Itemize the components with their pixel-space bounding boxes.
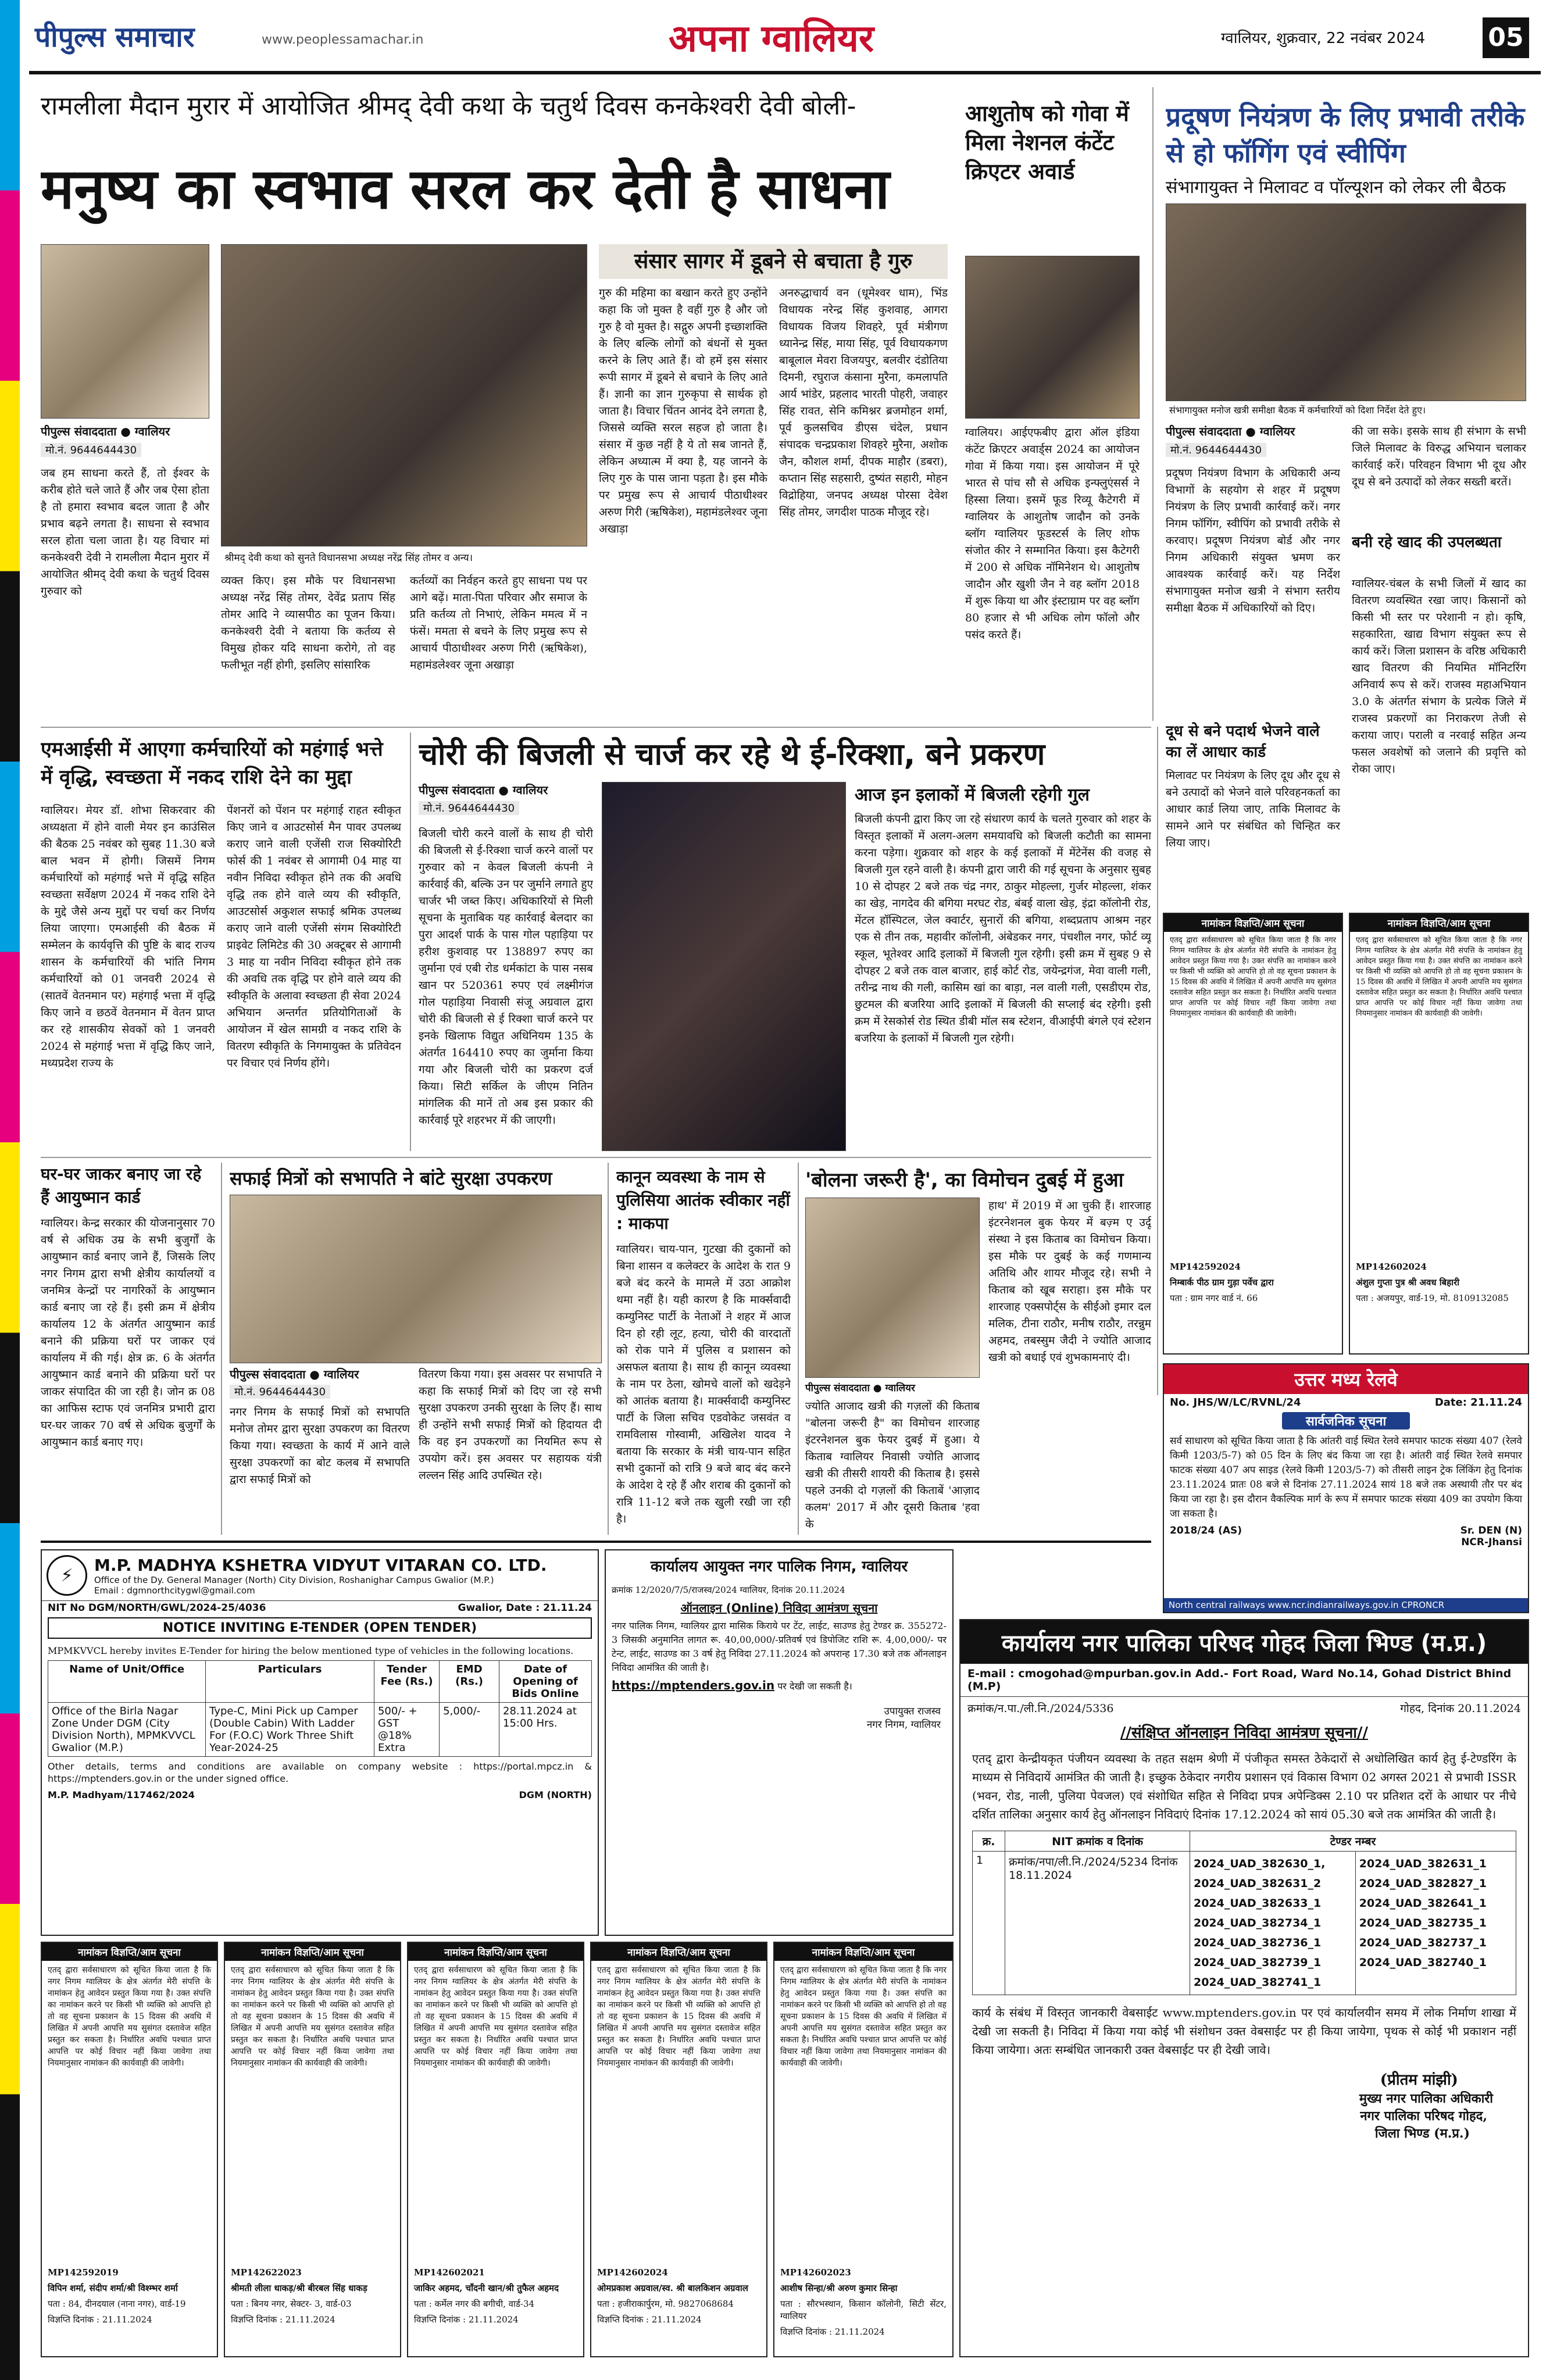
ayushman-headline: घर-घर जाकर बनाए जा रहे हैं आयुष्मान कार्ड [41, 1164, 202, 1207]
gohad-tender-11: 2024_UAD_382740_1 [1359, 1956, 1487, 1969]
mpmkvvcl-nit-date: Gwalior, Date : 21.11.24 [458, 1602, 592, 1614]
lead-col-1: जब हम साधना करते हैं, तो ईश्वर के करीब होते चले जाते हैं और जब ऐसा होता है तो हमारा स्वभाव बदल जाता है और प्रभाव बढ़ने लगता है। साधना से स्वभाव सरल होता चला जाता है। यह विचार मां कनकेश्वरी देवी ने रामलीला मैदान मुरार में आयोजित श्रीमद् देवी कथा के चतुर्थ दिवस गुरुवार को [41, 467, 209, 598]
mpmkvvcl-nit-no: NIT No DGM/NORTH/GWL/2024-25/4036 [48, 1602, 266, 1614]
gohad-notice [959, 1619, 1529, 2357]
divider-ayushman [221, 1163, 222, 1535]
lead-col-5: अनरुद्धाचार्य वन (धूमेश्वर धाम), भिंड विधायक नरेन्द्र सिंह कुशवाह, आगरा विधायक विजय शिवहरे, पूर्व मंत्रीगण ध्यानेन्द्र सिंह, माया सिंह, पूर्व विधायकगण बाबूलाल मेवरा विजयपुर, बलवीर दंडोतिया दिमनी, रघुराज कंसाना मुरैना, कमलापति आर्य भांडेर, प्रहलाद भारती पोहरी, जवाहर सिंह रावत, सेनि कमिश्नर ब्रजमोहन शर्मा, पूर्व कुलसचिव डीएस चंदेल, प्रधान संपादक चन्द्रप्रकाश शिवहरे मुरैना, अशोक जैन, कौशल शर्मा, दीपक माहौर (डबरा), कप्तान सिंह सहसारी, दुष्यंत सहारी, मोहन विद्रोहिया, जनपद अध्यक्ष पोरसा देवेश सिंह तोमर, जगदीश पाठक मौजूद रहे। [779, 287, 948, 519]
classified-5-reg: MP142602023 [780, 2267, 851, 2278]
gohad-th-1: NIT क्रमांक व दिनांक [1005, 1831, 1190, 1852]
classified-4-addr: पता : हजीराकार्पुरम, मो. 9827068684 [597, 2299, 734, 2309]
gohad-th-0: क्र. [973, 1831, 1005, 1852]
pollution-photo-caption: संभागायुक्त मनोज खत्री समीक्षा बैठक में कर्मचारियों को दिशा निर्देश देते हुए। [1166, 402, 1526, 417]
classified-3-addr: पता : कर्मेल नगर की बगीची, वार्ड-34 [414, 2299, 535, 2309]
award-body: ग्वालियर। आईएफबीए द्वारा ऑल इंडिया कंटेंट क्रिएटर अवार्ड्स 2024 का आयोजन गोवा में किया गया। इस आयोजन में पूरे भारत से पांच सौ से अधिक इन्फ्लुएंसर्स ने हिस्सा लिया। इसमें फूड रिव्यू कैटेगरी में ग्वालियर के आशुतोष जादौन को उनके ब्लॉग ग्वालियर फूडस्टर्स के लिए शोफ संजोत कीर ने सम्मानित किया। इस कैटेगरी में 200 से अधिक नॉमिनेशन थे। आशुतोष जादौन और खुशी जैन ने वह ब्लॉग 2018 में शुरू किया था और इंस्टाग्राम पर वह ब्लॉग 80 हजार से भी अधिक लोग फॉलो और पसंद करते हैं। [965, 426, 1140, 641]
smic-headline: एमआईसी में आएगा कर्मचारियों को महंगाई भत्ते में वृद्धि, स्वच्छता में नकद राशि देने का मुद्दा [41, 738, 383, 789]
mpmkvvcl-td-4: 28.11.2024 at 15:00 Hrs. [499, 1703, 592, 1757]
gohad-tender-5: 2024_UAD_382641_1 [1359, 1897, 1487, 1910]
mpmkvvcl-table [48, 1660, 592, 1757]
lead-mobile: मो.नं. 9644644430 [41, 443, 141, 457]
nagar-nigam-title: कार्यालय आयुक्त नगर पालिक निगम, ग्वालियर [650, 1558, 908, 1575]
railway-no: No. JHS/W/LC/RVNL/24 [1170, 1396, 1301, 1409]
mpmkvvcl-td-0: Office of the Birla Nagar Zone Under DGM (City Division North), MPMKVVCL Gwalior (M.P.) [48, 1703, 206, 1757]
mpmkvvcl-td-3: 5,000/- [440, 1703, 499, 1757]
classified-5-footer: आशीष सिन्हा/श्री अरुण कुमार सिन्हा [780, 2283, 898, 2293]
classified-right-2-addr: पता : अजयपुर, वार्ड-19, मो. 8109132085 [1356, 1293, 1509, 1303]
divider-safety [608, 1163, 609, 1535]
mpmkvvcl-email: Email : dgmnorthcitygwl@gmail.com [94, 1585, 255, 1596]
mpmkvvcl-tender [41, 1549, 599, 1936]
gohad-body: एतद् द्वारा केन्द्रीयकृत पंजीयन व्यवस्था के तहत सक्षम श्रेणी में पंजीकृत समस्त ठेकेदारों से अधोलिखित कार्य हेतु ई-टेण्डरिंग के माध्यम से निविदायें आमंत्रित की जाती है। इच्छुक ठेकेदार नगरीय प्रशासन एवं विकास विभाग 02 अगस्त 2021 से प्रभावी ISSR (भवन, रोड, नाली, पुलिया पेवजल) एवं संशोधित सहित से निविदा प्रपत्र अपेन्डिक्स 2.10 पर प्रतिशत दरों के आधार पर नीचे दर्शित तालिका अनुसार कार्य हेतु ऑनलाइन निविदाएं दिनांक 17.12.2024 को सायं 05.30 बजे तक आमंत्रित की जाती है। [972, 1752, 1516, 1821]
railway-notice [1163, 1363, 1529, 1613]
mpmkvvcl-td-1: Type-C, Mini Pick up Camper (Double Cabin) With Ladder For (F.O.C) Work Three Shift Year-2024-25 [206, 1703, 374, 1757]
lead-photo-audience [221, 244, 587, 546]
classified-3-date: विज्ञप्ति दिनांक : 21.11.2024 [414, 2314, 519, 2325]
classified-right-2-title: नामांकन विज्ञप्ति/आम सूचना [1350, 914, 1528, 932]
gohad-footer: कार्य के संबंध में विस्तृत जानकारी वेबसाईट www.mptenders.gov.in पर एवं कार्यालयीन समय में लोक निर्माण शाखा में देखी जा सकती है। निविदा में किया गया कोई भी संशोधन उक्त वेबसाईट पर ही किया जायेगा, पृथक से कोई भी प्रकाशन नहीं किया जायेगा। अतः सम्बंधित जानकारी उक्त वेबसाईट पर ही देखी जावे। [972, 2006, 1516, 2057]
classified-2 [224, 1942, 401, 2357]
classified-right-2-body: एतद् द्वारा सर्वसाधारण को सूचित किया जाता है कि नगर निगम ग्वालियर के क्षेत्र अंतर्गत मेरी संपत्ति के नामांकन हेतु आवेदन प्रस्तुत किया गया है। उक्त संपत्ति का नामांकन करने पर किसी भी व्यक्ति को आपत्ति हो तो वह सूचना प्रकाशन के 15 दिवस की अवधि में लिखित में अपनी आपत्ति मय सुसंगत दस्तावेज सहित प्रस्तुत कर सकता है। निर्धारित अवधि पश्चात प्राप्त आपत्ति पर कोई विचार नहीं किया जावेगा तथा नियमानुसार नामांकन की कार्यवाही की जावेगी। [1356, 936, 1522, 1018]
mpmkvvcl-th-1: Particulars [206, 1661, 374, 1703]
safety-col-2: वितरण किया गया। इस अवसर पर सभापति ने कहा कि सफाई मित्रों को दिए जा रहे सभी सुरक्षा उपकरण उनकी सुरक्षा के लिए हैं। साथ ही उन्होंने सभी सफाई मित्रों को हिदायत दी कि वह इन उपकरणों का नियमित रूप से उपयोग करें। इस अवसर पर सहायक यंत्री लल्लन सिंह आदि उपस्थित रहे। [419, 1368, 602, 1482]
divider-law [798, 1163, 799, 1535]
classified-1-reg: MP142592019 [48, 2267, 119, 2278]
nagar-nigam-site-text: पर देखी जा सकती है। [777, 1681, 852, 1692]
lead-photo-devi [41, 244, 209, 419]
website-url[interactable]: www.peoplessamachar.in [262, 33, 424, 47]
gohad-tender-8: 2024_UAD_382736_1 [1193, 1936, 1322, 1949]
classified-5-date: विज्ञप्ति दिनांक : 21.11.2024 [780, 2327, 885, 2337]
railway-date: Date: 21.11.24 [1434, 1396, 1522, 1409]
gohad-table [972, 1831, 1516, 1995]
gohad-td-sno: 1 [973, 1852, 1005, 1995]
railway-tag: 2018/24 (AS) [1170, 1525, 1242, 1536]
gohad-tender-12: 2024_UAD_382741_1 [1193, 1976, 1322, 1989]
divider-smic [410, 732, 411, 1151]
gohad-tender-10: 2024_UAD_382739_1 [1193, 1956, 1322, 1969]
lead-kicker: रामलीला मैदान मुरार में आयोजित श्रीमद् देवी कथा के चतुर्थ दिवस कनकेश्वरी देवी बोली- [41, 91, 856, 121]
classified-right-1-addr: पता : ग्राम नगर वार्ड नं. 66 [1170, 1293, 1258, 1303]
theft-col-1: बिजली चोरी करने वालों के साथ ही चोरी की बिजली से ई-रिक्शा चार्ज करने वालों पर गुरुवार को न केवल बिजली कंपनी ने कार्रवाई की, बल्कि उन पर जुर्माने लगाते हुए चार्जर भी जब्त किए। अधिकारियों से मिली सूचना के मुताबिक यह कार्रवाई बेलदार का पुरा आदर्श पार्क के पास गोल पहाड़िया पर हरीश कुशवाह पर 138897 रुपए का जुर्माना एवं एबी रोड धर्मकांटा के पास नसब खान पर 520361 रुपए एवं लक्ष्मीगंज गोल पहाड़िया निवासी संजू अग्रवाल द्वारा चोरी की बिजली से ई रिक्शा चार्ज करने पर इनके खिलाफ विद्युत अधिनियम 135 के अंतर्गत 164410 रुपए का जुर्माना किया गया और बिजली चोरी का प्रकरण दर्ज किया। सिटी सर्किल के जीएम नितिन मांगलिक की मानें तो अब इस प्रकार की कार्रवाई पूरे शहरभर में की जाएगी। [419, 827, 593, 1127]
classified-2-footer: श्रीमती लीला धाकड़/श्री बीरबल सिंह धाकड़ [231, 2283, 367, 2293]
classified-4-footer: ओमप्रकाश अग्रवाल/स्व. श्री बालकिशन अग्रवाल [597, 2283, 748, 2293]
classified-1-addr: पता : 84, दीनदयाल (नाना नगर), वार्ड-19 [48, 2299, 186, 2309]
railway-notice-label: सार्वजनिक सूचना [1282, 1412, 1410, 1430]
mpmkvvcl-title: NOTICE INVITING E-TENDER (OPEN TENDER) [48, 1617, 592, 1639]
mpmkvvcl-office: Office of the Dy. General Manager (North) City Division, Roshanighar Campus Gwalior (M.P.) [94, 1574, 494, 1585]
classified-3-body: एतद् द्वारा सर्वसाधारण को सूचित किया जाता है कि नगर निगम ग्वालियर के क्षेत्र अंतर्गत मेरी संपत्ति के नामांकन हेतु आवेदन प्रस्तुत किया गया है। उक्त संपत्ति का नामांकन करने पर किसी भी व्यक्ति को आपत्ति हो तो वह सूचना प्रकाशन के 15 दिवस की अवधि में लिखित में अपनी आपत्ति मय सुसंगत दस्तावेज सहित प्रस्तुत कर सकता है। निर्धारित अवधि पश्चात प्राप्त आपत्ति पर कोई विचार नहीं किया जावेगा तथा नियमानुसार नामांकन की कार्यवाही की जावेगी। [414, 1966, 577, 2068]
classified-right-2-reg: MP142602024 [1356, 1262, 1427, 1272]
lead-col-2: व्यक्त किए। इस मौके पर विधानसभा अध्यक्ष नरेंद्र सिंह तोमर, देवेंद्र प्रताप सिंह तोमर आदि ने व्यासपीठ का पूजन किया। कनकेश्वरी देवी ने बताया कि कर्तव्य से विमुख होकर यदि साधना करोगे, तो वह फलीभूत नहीं होगी, इसलिए सांसारिक [221, 574, 395, 671]
railway-sign: Sr. DEN (N) [1460, 1525, 1522, 1536]
pollution-byline: पीपुल्स संवाददाता ● ग्वालियर [1166, 424, 1295, 438]
lead-col-4: गुरु की महिमा का बखान करते हुए उन्होंने कहा कि जो मुक्त है वहीं गुरु है और जो गुरु है वो मुक्त है। सद्गुरु अपनी इच्छाशक्ति के लिए बल्कि लोगों को बंधनों से मुक्त करने के लिए आते हैं। वो हमें इस संसार रूपी सागर में डूबने से बचाने के लिए आते हैं। ज्ञानी का ज्ञान गुरुकृपा से सार्थक हो जाता है। विचार चिंतन आनंद देने लगता है, जिससे व्यक्ति सरल सहज हो जाता है। संसार में कुछ नहीं है ये तो सब जानते हैं, लेकिन अध्यात्म में क्या है, यह जानने के लिए गुरु के पास जाना पड़ता है। इस मौके पर प्रमुख रूप से आचार्य पीठाधीश्वर अरुण गिरी (ऋषिकेश), महामंडलेश्वर जूना अखाड़ा [599, 287, 767, 535]
classified-1 [41, 1942, 218, 2357]
dateline: ग्वालियर, शुक्रवार, 22 नवंबर 2024 [1221, 30, 1426, 47]
mpmkvvcl-th-0: Name of Unit/Office [48, 1661, 206, 1703]
railway-body: सर्व साधारण को सूचित किया जाता है कि आंतरी वाई स्थित रेलवे समपार फाटक संख्या 407 (रेलवे किमी 1203/5-7) को 05 दिन के लिए बंद किया जा रहा है। आंतरी वाई स्थित रेलवे समपार फाटक संख्या 407 अप साइड (रेलवे किमी 1203/5-7) को तीसरी लाइन ट्रेक लिंकिंग हेतु दिनांक 23.11.2024 प्रातः 08 बजे से दिनांक 27.11.2024 सायं 18 बजे तक अस्थायी तौर पर बंद किया जा रहा है। इस दौरान वैकल्पिक मार्ग के रूप में समपार फाटक संख्या 409 का उपयोग किया जा सकता है। [1170, 1435, 1522, 1520]
pollution-sub-2-body: ग्वालियर-चंबल के सभी जिलों में खाद का वितरण व्यवस्थित रखा जाए। किसानों को किसी भी स्तर पर परेशानी न हो। कृषि, सहकारिता, खाद्य विभाग संयुक्त रूप से कार्य करें। जिला प्रशासन के वरिष्ठ अधिकारी खाद वितरण की नियमित मॉनिटरिंग अनिवार्य रूप से करें। राजस्व महाअभियान 3.0 के अंतर्गत संभाग के प्रत्येक जिले में राजस्व प्रकरणों का निराकरण तेजी से कराया जाए। पराली व नरवाई सहित अन्य फसल अवशेषों को जलाने की प्रवृत्ति को रोका जाए। [1352, 577, 1526, 776]
classified-2-title: नामांकन विज्ञप्ति/आम सूचना [225, 1943, 400, 1961]
classified-5-body: एतद् द्वारा सर्वसाधारण को सूचित किया जाता है कि नगर निगम ग्वालियर के क्षेत्र अंतर्गत मेरी संपत्ति के नामांकन हेतु आवेदन प्रस्तुत किया गया है। उक्त संपत्ति का नामांकन करने पर किसी भी व्यक्ति को आपत्ति हो तो वह सूचना प्रकाशन के 15 दिवस की अवधि में लिखित में अपनी आपत्ति मय सुसंगत दस्तावेज सहित प्रस्तुत कर सकता है। निर्धारित अवधि पश्चात प्राप्त आपत्ति पर कोई विचार नहीं किया जावेगा तथा नियमानुसार नामांकन की कार्यवाही की जावेगी। [780, 1966, 947, 2068]
classified-right-2 [1349, 913, 1529, 1355]
masthead-rule [29, 71, 1541, 74]
theft-sub: आज इन इलाकों में बिजली रहेगी गुल [855, 785, 1090, 805]
pollution-sub-2: बनी रहे खाद की उपलब्धता [1352, 534, 1502, 551]
nagar-nigam-sub: ऑनलाइन (Online) निविदा आमंत्रण सूचना [680, 1601, 878, 1615]
pollution-sub-1-body: मिलावट पर नियंत्रण के लिए दूध और दूध से बने उत्पादों को भेजने वाले परिवहनकर्ता का आधार कार्ड लिया जाए, ताकि मिलावट के सामने आने पर संबंधित को चिन्हित कर लिया जाए। [1166, 769, 1340, 849]
book-headline: 'बोलना जरूरी है', का विमोचन दुबई में हुआ [805, 1168, 1124, 1192]
gohad-tender-3: 2024_UAD_382827_1 [1359, 1877, 1487, 1890]
divider-theft [1157, 727, 1158, 1395]
mpmkvvcl-intro: MPMKVVCL hereby invites E-Tender for hiring the below mentioned type of vehicles in the following locations. [48, 1645, 574, 1656]
section-title: अपना ग्वालियर [669, 17, 874, 60]
classified-1-date: विज्ञप्ति दिनांक : 21.11.2024 [48, 2314, 152, 2325]
gohad-tender-2: 2024_UAD_382631_2 [1193, 1877, 1322, 1890]
classified-1-title: नामांकन विज्ञप्ति/आम सूचना [42, 1943, 217, 1961]
classified-right-1-footer: निम्बार्क पीठ ग्राम गुड़ा पर्वेच द्वारा [1170, 1277, 1274, 1288]
color-registration-strip [0, 0, 20, 2380]
mpmkvvcl-th-3: EMD (Rs.) [440, 1661, 499, 1703]
gohad-sub: //संक्षिप्त ऑनलाइन निविदा आमंत्रण सूचना// [1120, 1724, 1368, 1742]
mpmkvvcl-ref: M.P. Madhyam/117462/2024 [48, 1789, 195, 1800]
classified-4-reg: MP142602024 [597, 2267, 668, 2278]
gohad-title: कार्यालय नगर पालिका परिषद गोहद जिला भिण्ड (म.प्र.) [960, 1620, 1528, 1664]
classified-5 [773, 1942, 954, 2357]
law-body: ग्वालियर। चाय-पान, गुटखा की दुकानों को बिना शासन व कलेक्टर के आदेश के रात 9 बजे बंद करने के मामले में उठा आक्रोश थमा नहीं है। यही कारण है कि मार्क्सवादी कम्युनिस्ट पार्टी के नेताओं ने शहर में आज दिन हो रही लूट, हत्या, चोरी की वारदातों को रोक पाने में पुलिस व प्रशासन को असफल बताया है। साथ ही कानून व्यवस्था के नाम पर ठेला, खोमचे वालों को खदेड़ने को आतंक बताया है। मार्क्सवादी कम्युनिस्ट पार्टी के जिला सचिव एडवोकेट जसवंत व रामविलास गोस्वामी, अखिलेश यादव ने बताया कि सरकार के मंत्री चाय-पान सहित सभी दुकानों को रात्रि 9 बजे बाद बंद करने के आदेश दे रहे हैं और शराब की दुकानों को रात्रि 11-12 बजे तक खुली रखी जा रही है। [616, 1243, 791, 1525]
lead-subhead: संसार सागर में डूबने से बचाता है गुरु [634, 249, 913, 273]
classified-1-footer: विपिन शर्मा, संदीप शर्मा/श्री विश्म्भर शर्मा [48, 2283, 178, 2293]
lead-headline: मनुष्य का स्वभाव सरल कर देती है साधना [41, 156, 890, 221]
divider-award [1152, 87, 1154, 721]
masthead [29, 12, 1541, 70]
theft-byline: पीपुल्स संवाददाता ● ग्वालियर [419, 783, 548, 797]
nagar-nigam-notice [605, 1549, 954, 1936]
mpmkvvcl-td-2: 500/- + GST @18% Extra [374, 1703, 439, 1757]
nagar-nigam-sign-2: नगर निगम, ग्वालियर [866, 1719, 941, 1731]
theft-mobile: मो.नं. 9644644430 [419, 801, 519, 815]
book-col-2: हाथ' में 2019 में आ चुकी हैं। शारजाह इंटरनेशनल बुक फेयर में बज़्म ए उर्दू संस्था ने इस किताब का विमोचन किया। इस मौके पर दुबई के कई गणमान्य अतिथि और शायर मौजूद रहे। सभी ने किताब को खूब सराहा। इस मौके पर शारजाह एक्सपोर्ट्स के सीईओ इमार दल मलिक, टीना राठौर, मनीष राठौर, तरन्नुम अहमद, तबस्सुम जैदी ने ज्योति आजाद खत्री को बधाई एवं शुभकामनाएं दी। [988, 1199, 1151, 1364]
classified-1-body: एतद् द्वारा सर्वसाधारण को सूचित किया जाता है कि नगर निगम ग्वालियर के क्षेत्र अंतर्गत मेरी संपत्ति के नामांकन हेतु आवेदन प्रस्तुत किया गया है। उक्त संपत्ति का नामांकन करने पर किसी भी व्यक्ति को आपत्ति हो तो वह सूचना प्रकाशन के 15 दिवस की अवधि में लिखित में अपनी आपत्ति मय सुसंगत दस्तावेज सहित प्रस्तुत कर सकता है। निर्धारित अवधि पश्चात प्राप्त आपत्ति पर कोई विचार नहीं किया जावेगा तथा नियमानुसार नामांकन की कार्यवाही की जावेगी। [48, 1966, 211, 2068]
theft-headline: चोरी की बिजली से चार्ज कर रहे थे ई-रिक्शा, बने प्रकरण [419, 737, 1045, 772]
gohad-sign-3: जिला भिण्ड (म.प्र.) [1374, 2126, 1470, 2141]
mpmkvvcl-logo-icon: ⚡ [47, 1555, 87, 1596]
lead-byline: पीपुल्स संवाददाता ● ग्वालियर [41, 424, 170, 438]
safety-headline: सफाई मित्रों को सभापति ने बांटे सुरक्षा उपकरण [230, 1167, 552, 1189]
pollution-subhead: संभागायुक्त ने मिलावट व पॉल्यूशन को लेकर ली बैठक [1166, 177, 1506, 198]
award-photo [965, 256, 1140, 419]
gohad-td-nit: क्रमांक/नपा/ली.नि./2024/5234 दिनांक 18.11.2024 [1005, 1852, 1190, 1995]
classified-right-1-body: एतद् द्वारा सर्वसाधारण को सूचित किया जाता है कि नगर निगम ग्वालियर के क्षेत्र अंतर्गत मेरी संपत्ति के नामांकन हेतु आवेदन प्रस्तुत किया गया है। उक्त संपत्ति का नामांकन करने पर किसी भी व्यक्ति को आपत्ति हो तो वह सूचना प्रकाशन के 15 दिवस की अवधि में लिखित में अपनी आपत्ति मय सुसंगत दस्तावेज सहित प्रस्तुत कर सकता है। निर्धारित अवधि पश्चात प्राप्त आपत्ति पर कोई विचार नहीं किया जावेगा तथा नियमानुसार नामांकन की कार्यवाही की जावेगी। [1170, 936, 1336, 1018]
smic-col-1: ग्वालियर। मेयर डॉ. शोभा सिकरवार की अध्यक्षता में होने वाली मेयर इन काउंसिल की बैठक 25 नवंबर को सुबह 11.30 बजे बाल भवन में होगी। जिसमें निगम कर्मचारियों को महंगाई भत्ते में वृद्धि सहित स्वच्छता सर्वेक्षण 2024 में नकद राशि देने के मुद्दे जैसे अन्य मुद्दों पर चर्चा कर निर्णय लिया जाएगा। एमआईसी की बैठक में सम्मेलन के कार्यवृत्ति की पुष्टि के बाद राज्य शासन के कर्मचारियों की भांति निगम कर्मचारियों को 01 जनवरी 2024 से (सातवें वेतनमान पर) महंगाई भत्ता में वृद्धि किए जाने व छठवें वेतनमान में वेतन प्राप्त कर रहे शासकीय सेवकों को 1 जनवरी 2024 से महंगाई भत्ता में वृद्धि किए जाने, मध्यप्रदेश राज्य के [41, 804, 215, 1070]
classified-2-reg: MP142622023 [231, 2267, 302, 2278]
safety-col-1: नगर निगम के सफाई मित्रों को सभापति मनोज तोमर द्वारा सुरक्षा उपकरण का वितरण किया गया। स्वच्छता के कार्य में आने वाले सुरक्षा उपकरणों का बोट कलब में सभापति द्वारा सफाई मित्रों को [230, 1406, 410, 1486]
divider-row-1 [41, 727, 1151, 728]
nagar-nigam-body: नगर पालिक निगम, ग्वालियर द्वारा मासिक किराये पर टेंट, लाईट, साउण्ड हेतु टेण्डर क्र. 355272-3 जिसकी अनुमानित लागत रू. 40,00,000/-प्रतिवर्ष एवं डिपोजिट राशि रू. 4,00,000/- पर टेन्ट, लाईट, साउण्ड का 3 वर्ष हेतु निविदा 27.11.2024 को अपरान्ह 17.30 बजे तक ऑनलाइन निविदा आमंत्रित की जाती है। [612, 1620, 947, 1673]
gohad-tender-9: 2024_UAD_382737_1 [1359, 1936, 1487, 1949]
book-photo [805, 1198, 980, 1378]
safety-photo [230, 1195, 602, 1363]
lead-subhead-box [599, 244, 948, 279]
lead-col-3: कर्तव्यों का निर्वहन करते हुए साधना पथ पर आगे बढ़ें। माता-पिता परिवार और समाज के प्रति कर्तव्य तो निभाएं, लेकिन ममत्व में न फंसें। ममता से बचने के लिए प्रमुख रूप से आचार्य पीठाधीश्वर अरुण गिरी (ऋषिकेश), महामंडलेश्वर जूना अखाड़ा [410, 574, 587, 671]
gohad-tender-0: 2024_UAD_382630_1, [1193, 1857, 1326, 1870]
gohad-sign-name: (प्रीतम मांझी) [1380, 2071, 1458, 2089]
classified-3-title: नामांकन विज्ञप्ति/आम सूचना [408, 1943, 583, 1961]
classified-2-date: विज्ञप्ति दिनांक : 21.11.2024 [231, 2314, 335, 2325]
safety-byline: पीपुल्स संवाददाता ● ग्वालियर [230, 1367, 359, 1381]
classified-right-1-title: नामांकन विज्ञप्ति/आम सूचना [1164, 914, 1342, 932]
mpmkvvcl-th-4: Date of Opening of Bids Online [499, 1661, 592, 1703]
classified-right-1-reg: MP142592024 [1170, 1262, 1241, 1272]
lead-photo-caption: श्रीमद् देवी कथा को सुनते विधानसभा अध्यक्ष नरेंद्र सिंह तोमर व अन्य। [221, 549, 587, 565]
pollution-col-1: प्रदूषण नियंत्रण विभाग के अधिकारी अन्य विभागों के सहयोग से शहर में प्रदूषण नियंत्रण के लिए प्रभावी कार्रवाई करें। नगर निगम फॉगिंग, स्वीपिंग को प्रभावी तरीके से करवाए। प्रदूषण नियंत्रण बोर्ड और नगर निगम अधिकारी संयुक्त भ्रमण कर आवश्यक कार्रवाई करें। यह निर्देश संभागायुक्त मनोज खत्री ने संभाग स्तरीय समीक्षा बैठक में अधिकारियों को दिए। [1166, 467, 1340, 614]
mpmkvvcl-footer[interactable]: Other details, terms and conditions are available on company website : https://portal.mpcz.in & https://mptenders.gov.in or the under signed office. [48, 1761, 592, 1784]
pollution-mobile: मो.नं. 9644644430 [1166, 443, 1266, 457]
nagar-nigam-site[interactable]: https://mptenders.gov.in [612, 1678, 775, 1692]
gohad-email: E-mail : cmogohad@mpurban.gov.in Add.- Fort Road, Ward No.14, Gohad District Bhind (M.P) [960, 1664, 1528, 1697]
gohad-ref: क्रमांक/न.पा./ली.नि./2024/5336 [967, 1702, 1114, 1715]
theft-photo [602, 782, 846, 1151]
gohad-sign-2: नगर पालिका परिषद गोहद, [1360, 2109, 1487, 2124]
book-col-1: ज्योति आजाद खत्री की गज़लों की किताब "बोलना जरूरी है" का विमोचन शारजाह इंटरनेशनल बुक फेयर दुबई में हुआ। ये किताब ग्वालियर निवासी ज्योति आजाद खत्री की तीसरी शायरी की किताब है। इससे पहले उनकी दो गज़लों की किताबें 'आज़ाद कलम' 2017 में और दूसरी किताब 'हवा के [805, 1400, 980, 1531]
award-headline: आशुतोष को गोवा में मिला नेशनल कंटेंट क्रिएटर अवार्ड [965, 101, 1129, 184]
classified-right-1 [1163, 913, 1343, 1355]
classified-5-title: नामांकन विज्ञप्ति/आम सूचना [774, 1943, 952, 1961]
railway-sign-2: NCR-Jhansi [1461, 1536, 1522, 1548]
mpmkvvcl-company: M.P. MADHYA KSHETRA VIDYUT VITARAN CO. LTD. [94, 1555, 547, 1575]
nagar-nigam-sign-1: उपायुक्त राजस्व [884, 1706, 941, 1717]
divider-row-3 [41, 1541, 1151, 1543]
mpmkvvcl-th-2: Tender Fee (Rs.) [374, 1661, 439, 1703]
classified-5-addr: पता : सौरभस्थान, किसान कॉलोनी, सिटी सेंटर, ग्वालियर [780, 2299, 947, 2321]
gohad-th-2: टेण्डर नम्बर [1190, 1831, 1516, 1852]
classified-2-body: एतद् द्वारा सर्वसाधारण को सूचित किया जाता है कि नगर निगम ग्वालियर के क्षेत्र अंतर्गत मेरी संपत्ति के नामांकन हेतु आवेदन प्रस्तुत किया गया है। उक्त संपत्ति का नामांकन करने पर किसी भी व्यक्ति को आपत्ति हो तो वह सूचना प्रकाशन के 15 दिवस की अवधि में लिखित में अपनी आपत्ति मय सुसंगत दस्तावेज सहित प्रस्तुत कर सकता है। निर्धारित अवधि पश्चात प्राप्त आपत्ति पर कोई विचार नहीं किया जावेगा तथा नियमानुसार नामांकन की कार्यवाही की जावेगी। [231, 1966, 394, 2068]
law-headline: कानून व्यवस्था के नाम से पुलिसिया आतंक स्वीकार नहीं : माकपा [616, 1167, 790, 1233]
pollution-photo [1166, 203, 1526, 401]
theft-col-2: बिजली कंपनी द्वारा किए जा रहे संधारण कार्य के चलते गुरुवार को शहर के विस्तृत इलाकों में अलग-अलग समयावधि को बिजली कटौती का सामना करना पड़ेगा। शुक्रवार को शहर के कई इलाकों में मेंटेनेंस की वजह से बिजली गुल रहने वाली है। कंपनी द्वारा जारी की गई सूचना के अनुसार सुबह 10 से दोपहर 2 बजे तक चंद्र नगर, ठाकुर मोहल्ला, गुर्जर मोहल्ला, शंकर का खेड़, नागदेव की बगिया मरघट रोड, बंबई वाला खेड़, इंद्रा कॉलोनी रोड, मेंटल हॉस्पिटल, जेल क्वार्टर, सुनारों की बगिया, शब्दप्रताप आश्रम नहर एक से तीन तक, महावीर कॉलोनी, अंबेडकर नगर, पंचशील नगर, फोर्ट व्यू स्कूल, भूतेश्वर आदि इलाकों में बिजली गुल रहेगी। इसी क्रम में सुबह 9 से दोपहर 2 बजे तक वाल बाजार, हाई कोर्ट रोड, जयेन्द्रगंज, मेवा वाली गली, तरीन्द्र नाथ की गली, कासिम खां का बाड़ा, नल वाली गली, एसडीएम रोड, छुटमल की बजरिया आदि इलाकों में बिजली की सप्लाई बंद रहेगी। इसी क्रम में रेसकोर्स रोड स्थित डीबी मॉल सब स्टेशन, वीआईपी बंगले एवं स्टेशन बजरिया के इलाकों में बिजली गुल रहेगी। [855, 813, 1151, 1045]
railway-title: उत्तर मध्य रेलवे [1164, 1364, 1528, 1394]
gohad-date: गोहद, दिनांक 20.11.2024 [1400, 1702, 1521, 1715]
paper-logo: पीपुल्स समाचार [35, 21, 195, 53]
page-number: 05 [1483, 17, 1529, 58]
divider-row-2 [41, 1157, 1151, 1158]
classified-4-body: एतद् द्वारा सर्वसाधारण को सूचित किया जाता है कि नगर निगम ग्वालियर के क्षेत्र अंतर्गत मेरी संपत्ति के नामांकन हेतु आवेदन प्रस्तुत किया गया है। उक्त संपत्ति का नामांकन करने पर किसी भी व्यक्ति को आपत्ति हो तो वह सूचना प्रकाशन के 15 दिवस की अवधि में लिखित में अपनी आपत्ति मय सुसंगत दस्तावेज सहित प्रस्तुत कर सकता है। निर्धारित अवधि पश्चात प्राप्त आपत्ति पर कोई विचार नहीं किया जावेगा तथा नियमानुसार नामांकन की कार्यवाही की जावेगी। [597, 1966, 760, 2068]
gohad-sign-1: मुख्य नगर पालिका अधिकारी [1359, 2091, 1493, 2106]
railway-footer[interactable]: North central railways www.ncr.indianrailways.gov.in CPRONCR [1164, 1598, 1528, 1612]
pollution-col-2: की जा सके। इसके साथ ही संभाग के सभी जिले मिलावट के विरुद्ध अभियान चलाकर कार्रवाई करें। परिवहन विभाग भी दूध और दूध से बने उत्पादों को लेकर सख्ती बरतें। [1352, 425, 1526, 488]
gohad-tender-7: 2024_UAD_382735_1 [1359, 1917, 1487, 1929]
classified-3 [407, 1942, 584, 2357]
classified-4-title: नामांकन विज्ञप्ति/आम सूचना [591, 1943, 766, 1961]
classified-4-date: विज्ञप्ति दिनांक : 21.11.2024 [597, 2314, 702, 2325]
classified-3-reg: MP142602021 [414, 2267, 485, 2278]
safety-mobile: मो.नं. 9644644430 [230, 1385, 330, 1399]
pollution-sub-1: दूध से बने पदार्थ भेजने वाले का लें आधार कार्ड [1166, 723, 1320, 761]
mpmkvvcl-sign: DGM (NORTH) [519, 1789, 592, 1800]
classified-right-2-footer: अंशुल गुप्ता पुत्र श्री अवध बिहारी [1356, 1277, 1460, 1288]
classified-3-footer: जाकिर अहमद, चाँदनी खान/श्री तुफैल अहमद [414, 2283, 559, 2293]
gohad-tender-6: 2024_UAD_382734_1 [1193, 1917, 1322, 1929]
gohad-tender-1: 2024_UAD_382631_1 [1359, 1857, 1487, 1870]
classified-2-addr: पता : बिनय नगर, सेक्टर- 3, वार्ड-03 [231, 2299, 352, 2309]
classified-4 [590, 1942, 767, 2357]
gohad-tender-4: 2024_UAD_382633_1 [1193, 1897, 1322, 1910]
nagar-nigam-ref: क्रमांक 12/2020/7/5/राजस्व/2024 ग्वालियर, दिनांक 20.11.2024 [612, 1585, 845, 1595]
book-byline: पीपुल्स संवाददाता ● ग्वालियर [805, 1382, 915, 1394]
smic-col-2: पेंशनरों को पेंशन पर महंगाई राहत स्वीकृत किए जाने व आउटसोर्स मैन पावर उपलब्ध कराए जाने वाली एजेंसी राज सिक्योरिटी फोर्स की 1 नवंबर से आगामी 04 माह या नवीन निविदा स्वीकृत होने तक की अवधि वृद्धि तक होने वाले व्यय की स्वीकृति, आउटसोर्स अकुशल सफाई श्रमिक उपलब्ध कराए जाने वाली एजेंसी संगम सिक्योरिटी प्राइवेट लिमिटेड की 30 अक्टूबर से आगामी 3 माह या नवीन निविदा स्वीकृत होने तक की अवधि तक वृद्धि पर होने वाले व्यय की स्वीकृति के अलावा स्वच्छता ही सेवा 2024 अभियान अन्तर्गत प्रतियोगिताओं के आयोजन में खेल सामग्री व नकद राशि के वितरण स्वीकृति के निगमायुक्त के प्रतिवेदन पर विचार एवं निर्णय होंगे। [227, 804, 401, 1070]
pollution-headline: प्रदूषण नियंत्रण के लिए प्रभावी तरीके से हो फॉगिंग एवं स्वीपिंग [1166, 101, 1525, 169]
ayushman-body: ग्वालियर। केन्द्र सरकार की योजनानुसार 70 वर्ष से अधिक उम्र के सभी बुजुर्गों के आयुष्मान कार्ड बनाए जाने हैं, जिसके लिए नगर निगम द्वारा सभी क्षेत्रीय कार्यालयों व जनमित्र केन्द्रों पर नागरिकों के आयुष्मान कार्ड बनाए जा रहे हैं। इसी क्रम में क्षेत्रीय कार्यालय 12 के अंतर्गत आयुष्मान कार्ड बनाने की प्रक्रिया घरों पर जाकर एवं कार्यालय में की गई। क्षेत्र क्र. 6 के अंतर्गत आयुष्मान कार्ड बनाने की प्रक्रिया घरों पर जाकर संपादित की जा रही है। जोन क्र 08 का आफिस स्टाफ एवं जनमित्र प्रभारी द्वारा घर-घर जाकर 70 वर्ष से अधिक बुजुर्गों के आयुष्मान कार्ड बनाए गए। [41, 1217, 215, 1449]
